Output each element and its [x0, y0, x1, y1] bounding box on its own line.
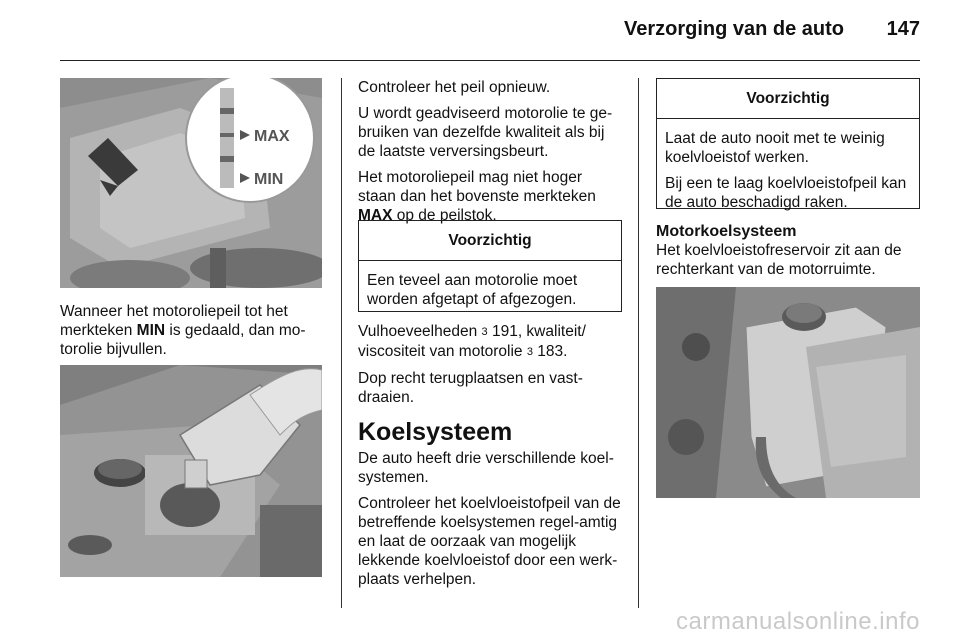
max-level-paragraph: Het motoroliepeil mag niet hoger staan dan het bovenste merkteken MAX op de peilstok.	[358, 169, 596, 224]
max-mark-label: MAX	[254, 128, 290, 145]
caution-box-oil	[358, 220, 622, 312]
column-3-text	[656, 222, 920, 286]
coolant-check-paragraph: Controleer het koelvloeistofpeil van de betreffende koelsystemen regel-amtig en laat de oorzaak van mogelijk lekkende koelvloeistof door een werk-plaats verhelpen.	[358, 495, 621, 588]
coolant-reservoir-photo	[656, 287, 920, 498]
reservoir-location-paragraph: Het koelvloeistofreservoir zit aan de rechterkant van de motorruimte.	[656, 242, 902, 278]
page-number: 147	[886, 18, 920, 40]
oil-quality-paragraph: U wordt geadviseerd motorolie te ge-bruiken van dezelfde kwaliteit als bij de laatste verversingsbeurt.	[358, 105, 613, 160]
column-divider-1	[341, 78, 342, 608]
caution-title: Voorzichtig	[657, 79, 919, 119]
caution-title: Voorzichtig	[359, 221, 621, 261]
page-title: Verzorging van de auto	[623, 18, 844, 40]
column-2-text-bottom	[358, 322, 622, 596]
page-reference-icon: 3	[526, 346, 533, 358]
caution-box-coolant	[656, 78, 920, 209]
cooling-systems-paragraph: De auto heeft drie verschillende koel-systemen.	[358, 450, 614, 486]
page-header	[60, 18, 920, 48]
column-divider-2	[638, 78, 639, 608]
page-reference-icon: 3	[481, 326, 488, 338]
header-divider	[60, 60, 920, 61]
caution-body: Een teveel aan motorolie moet worden afgetapt of afgezogen.	[367, 272, 578, 308]
dipstick-photo	[60, 78, 322, 288]
min-mark-label: MIN	[254, 171, 284, 188]
section-heading-engine-cooling: Motorkoelsysteem	[656, 223, 797, 240]
column-2-text-top	[358, 78, 622, 232]
oil-filling-photo	[60, 365, 322, 577]
cap-refit-paragraph: Dop recht terugplaatsen en vast-draaien.	[358, 370, 583, 406]
min-refill-paragraph: Wanneer het motoroliepeil tot het merkteken MIN is gedaald, dan mo-torolie bijvullen.	[60, 303, 306, 358]
watermark: carmanualsonline.info	[676, 608, 920, 635]
fill-quantities-paragraph: Vulhoeveelheden 3 191, kwaliteit/ viscositeit van motorolie 3 183.	[358, 323, 586, 360]
section-heading-cooling: Koelsysteem	[358, 418, 513, 446]
caution-body: Laat de auto nooit met te weinig koelvloeistof werken. Bij een te laag koelvloeistofpeil kan de auto beschadigd raken.	[665, 130, 907, 211]
recheck-paragraph: Controleer het peil opnieuw.	[358, 79, 551, 96]
